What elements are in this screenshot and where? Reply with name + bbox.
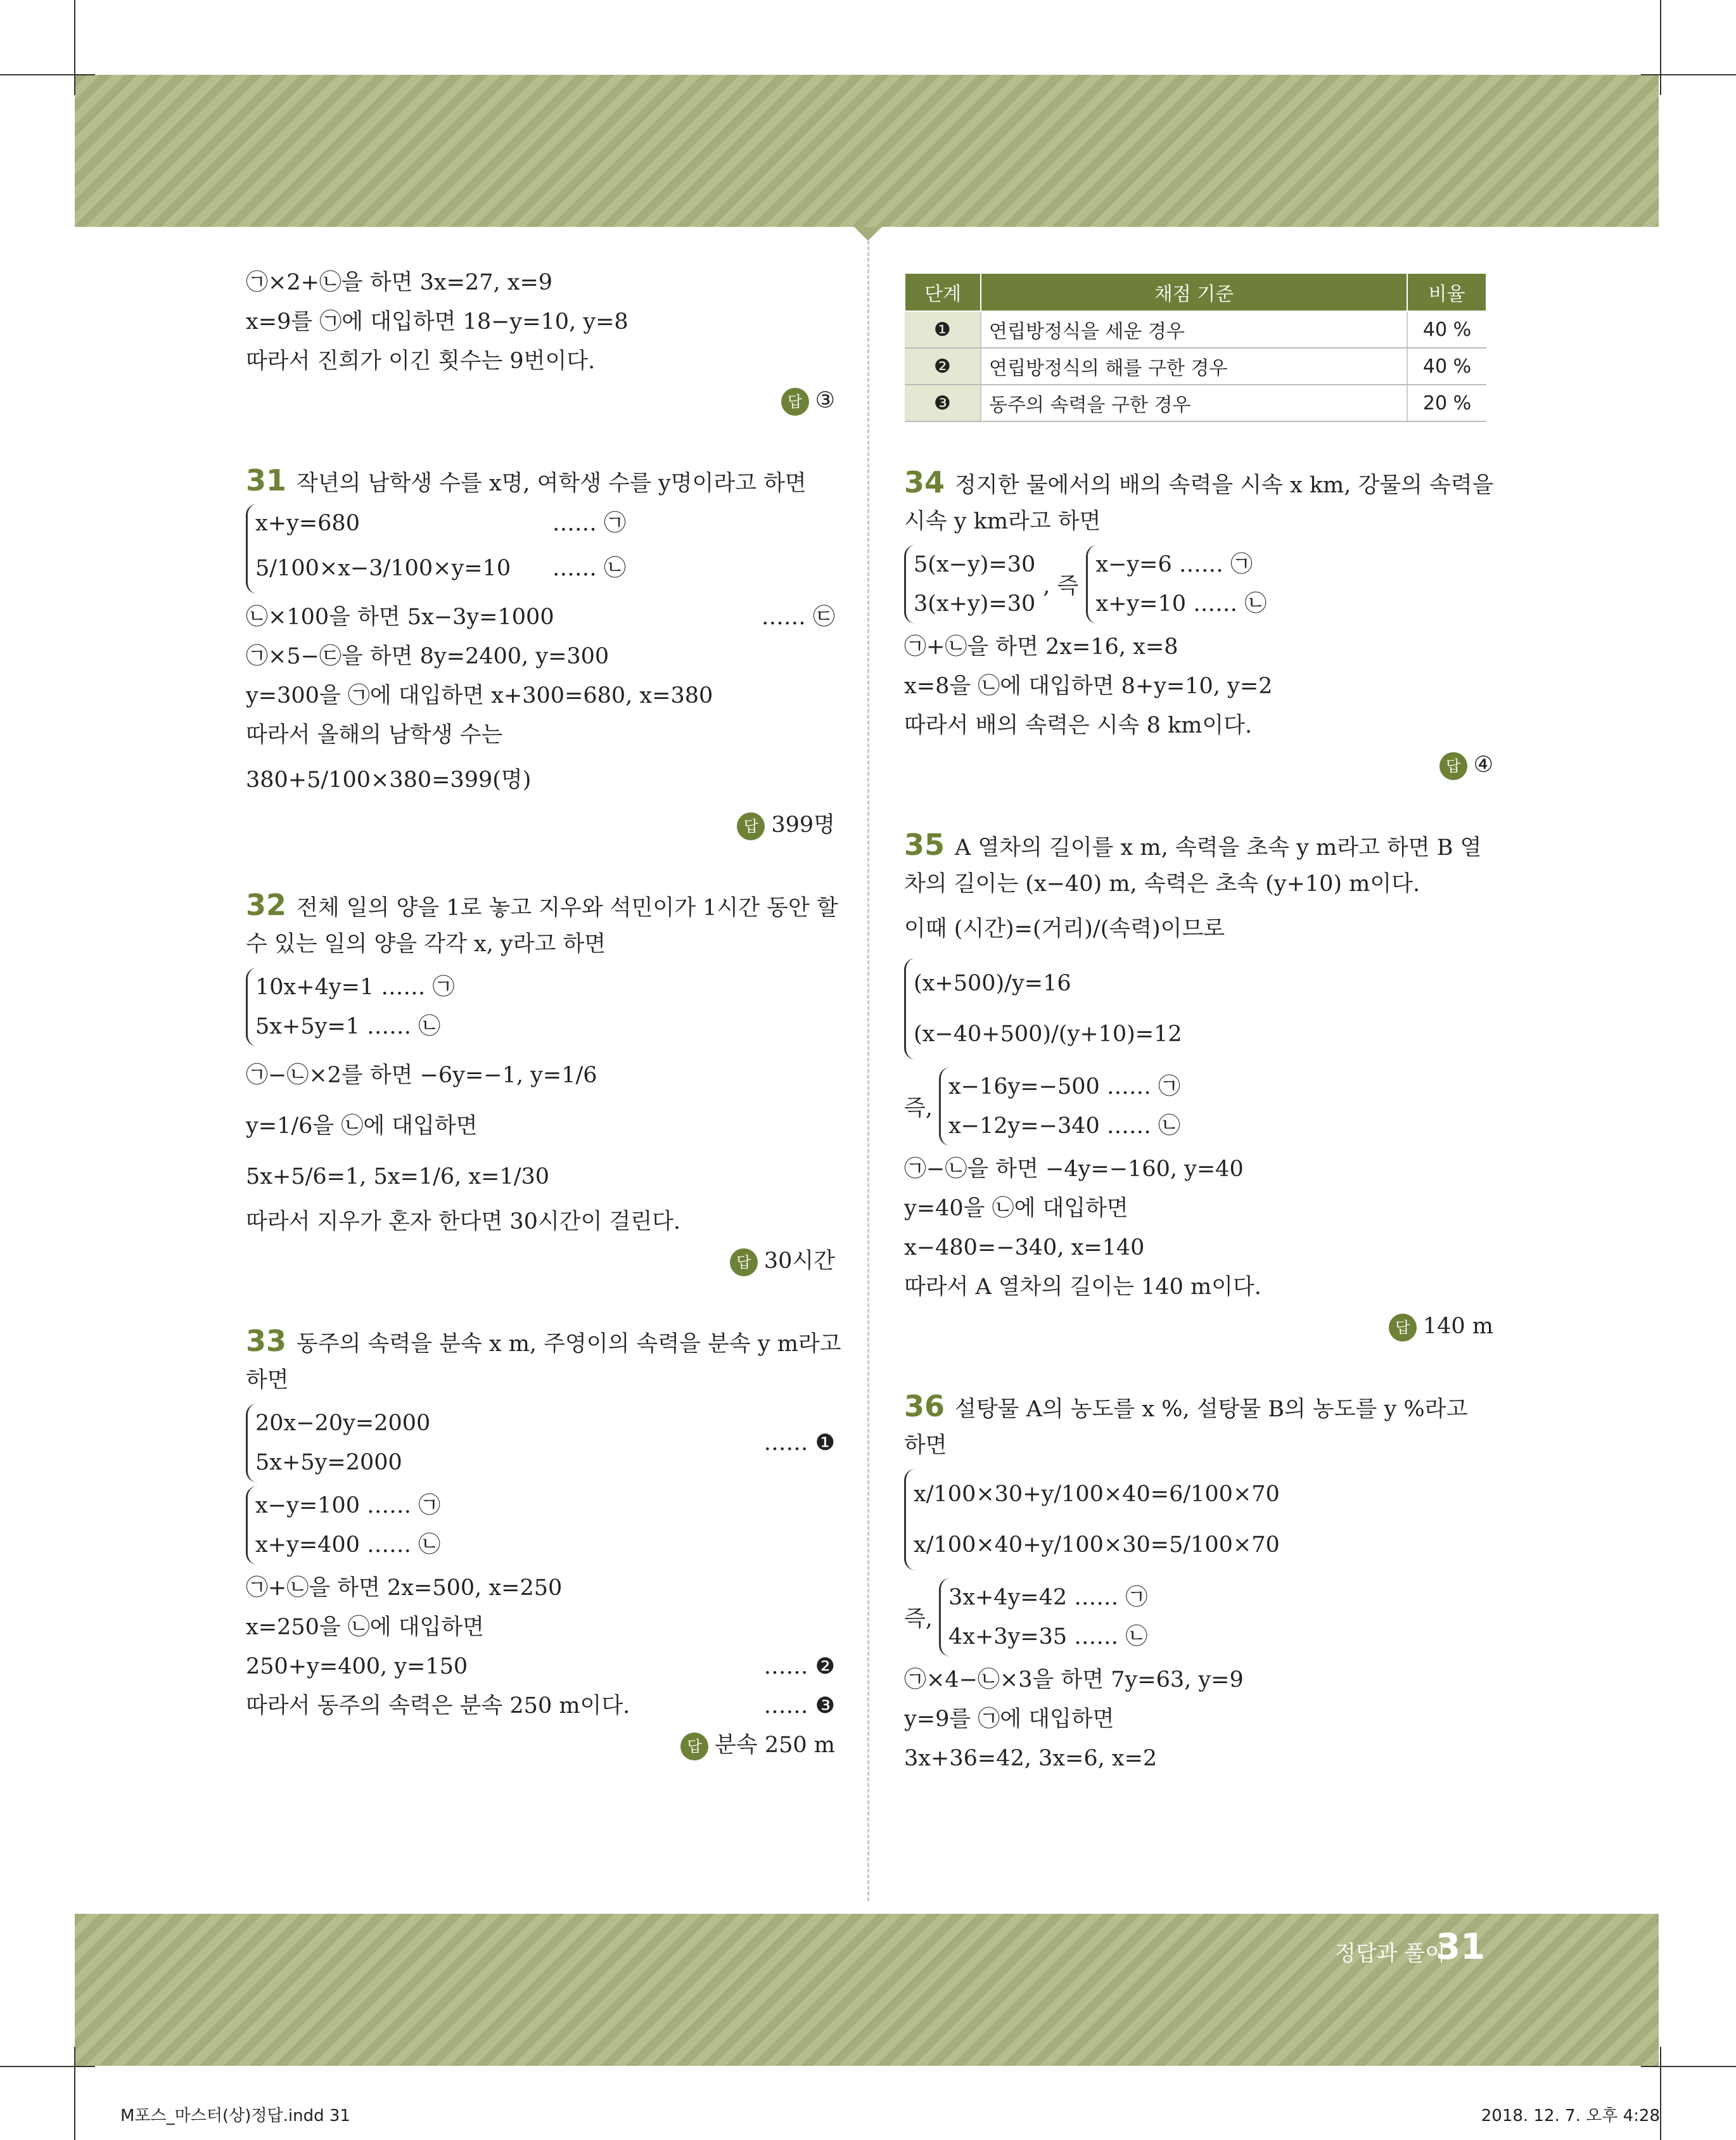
solution-line: x=250을 ㉡에 대입하면 xyxy=(246,1615,484,1640)
right-column xyxy=(904,463,1493,1778)
equation-system xyxy=(1086,545,1267,624)
equation: x−12y=−340 …… ㉡ xyxy=(948,1113,1181,1139)
problem-text: 정지한 물에서의 배의 속력을 시속 x km, 강물의 속력을 xyxy=(955,473,1494,498)
equation-marker: …… ❷ xyxy=(763,1654,835,1679)
table-cell: ❶ xyxy=(905,311,981,348)
problem-number: 31 xyxy=(246,463,287,497)
answer-badge: 답 xyxy=(1439,752,1467,780)
answer-line xyxy=(904,1307,1493,1346)
equation-system xyxy=(939,1578,1148,1656)
problem-header xyxy=(904,463,1493,502)
equation-system xyxy=(246,504,835,594)
solution-line: ㉠−㉡을 하면 −4y=−160, y=40 xyxy=(904,1156,1244,1182)
left-column xyxy=(246,263,841,1765)
solution-line: x=9를 ㉠에 대입하면 18−y=10, y=8 xyxy=(246,309,629,335)
table-header: 단계 xyxy=(905,273,981,311)
table-row xyxy=(905,311,1486,348)
table-row xyxy=(905,348,1486,385)
crop-mark xyxy=(74,0,75,95)
table-cell: 연립방정식의 해를 구한 경우 xyxy=(981,348,1407,385)
equation: x+y=400 …… ㉡ xyxy=(255,1532,441,1558)
equation-separator: 즉, xyxy=(904,1096,933,1121)
equation: 3x+4y=42 …… ㉠ xyxy=(948,1585,1148,1610)
solution-line: 따라서 배의 속력은 시속 8 km이다. xyxy=(904,713,1253,738)
equation-marker: …… ㉢ xyxy=(761,605,835,630)
equation-text: x+y=680 xyxy=(255,511,360,536)
equation-separator: , 즉 xyxy=(1043,573,1079,599)
footer-date: 2018. 12. 7. 오후 4:28 xyxy=(1481,2106,1660,2125)
problem-number: 36 xyxy=(904,1389,945,1423)
problem-text: 하면 xyxy=(904,1433,947,1458)
table-cell: ❸ xyxy=(905,385,981,421)
crop-mark xyxy=(1641,2066,1736,2067)
answer-value: 399명 xyxy=(771,812,835,838)
solution-text: ㉡×100을 하면 5x−3y=1000 xyxy=(246,605,554,630)
solution-line: 따라서 지우가 혼자 한다면 30시간이 걸린다. xyxy=(246,1209,681,1234)
equation-system xyxy=(904,958,1493,1060)
answer-line xyxy=(904,745,1493,785)
crop-mark xyxy=(0,2066,95,2067)
solution-line: ㉠−㉡×2를 하면 −6y=−1, y=1/6 xyxy=(246,1063,597,1088)
equation-system xyxy=(939,1067,1180,1146)
answer-line xyxy=(246,381,835,420)
solution-line: 따라서 진희가 이긴 횟수는 9번이다. xyxy=(246,349,596,374)
problem-number: 34 xyxy=(904,465,945,499)
solution-line: 따라서 A 열차의 길이는 140 m이다. xyxy=(904,1274,1261,1300)
answer-value: 30시간 xyxy=(763,1248,835,1274)
equation: x/100×30+y/100×40=6/100×70 xyxy=(914,1482,1280,1507)
equation: 4x+3y=35 …… ㉡ xyxy=(948,1624,1148,1650)
answer-badge: 답 xyxy=(737,812,765,840)
equation xyxy=(255,504,835,543)
header-band xyxy=(75,75,1659,227)
solution-text: 따라서 동주의 속력은 분속 250 m이다. xyxy=(246,1693,630,1719)
table-header-row xyxy=(905,273,1486,311)
solution-line: y=9를 ㉠에 대입하면 xyxy=(904,1707,1114,1732)
equation-marker: …… ㉡ xyxy=(552,556,626,581)
answer-value: ③ xyxy=(815,388,835,413)
equation-marker: …… ㉠ xyxy=(552,511,626,536)
table-cell: 동주의 속력을 구한 경우 xyxy=(981,385,1407,421)
solution-text: 250+y=400, y=150 xyxy=(246,1654,468,1679)
table-header: 비율 xyxy=(1407,273,1486,311)
equation: 10x+4y=1 …… ㉠ xyxy=(255,975,455,1000)
footer-file: M포스_마스터(상)정답.indd 31 xyxy=(120,2106,350,2125)
problem-number: 35 xyxy=(904,828,945,862)
table-header: 채점 기준 xyxy=(981,273,1407,311)
solution-line: ㉠+㉡을 하면 2x=16, x=8 xyxy=(904,634,1178,660)
table-cell: ❷ xyxy=(905,348,981,385)
answer-badge: 답 xyxy=(1389,1314,1417,1342)
header-notch xyxy=(854,227,882,241)
solution-line: 따라서 올해의 남학생 수는 xyxy=(246,722,503,748)
solution-line: y=40을 ㉡에 대입하면 xyxy=(904,1196,1128,1221)
answer-badge: 답 xyxy=(781,388,809,416)
solution-line: 3x+36=42, 3x=6, x=2 xyxy=(904,1746,1158,1771)
solution-line: x=8을 ㉡에 대입하면 8+y=10, y=2 xyxy=(904,674,1273,699)
solution-line: y=300을 ㉠에 대입하면 x+300=680, x=380 xyxy=(246,683,713,708)
solution-line xyxy=(246,598,835,637)
scoring-table xyxy=(904,272,1487,422)
page-number: 31 xyxy=(1436,1926,1485,1968)
equation: 5x+5y=1 …… ㉡ xyxy=(255,1014,441,1039)
equation: 5(x−y)=30 xyxy=(914,552,1036,577)
equation-system xyxy=(246,968,835,1046)
equation: (x−40+500)/(y+10)=12 xyxy=(914,1022,1182,1047)
answer-value: ④ xyxy=(1473,752,1493,778)
answer-value: 분속 250 m xyxy=(715,1733,835,1758)
equation-system xyxy=(246,1404,835,1482)
equation-text: 5/100×x−3/100×y=10 xyxy=(255,556,511,581)
solution-line: 380+5/100×380=399(명) xyxy=(246,767,532,793)
equation: (x+500)/y=16 xyxy=(914,971,1071,996)
answer-value: 140 m xyxy=(1422,1314,1493,1339)
table-cell: 연립방정식을 세운 경우 xyxy=(981,311,1407,348)
table-cell: 40 % xyxy=(1407,311,1486,348)
problem-header xyxy=(246,1321,841,1361)
answer-line xyxy=(246,1726,835,1765)
answer-badge: 답 xyxy=(680,1733,708,1760)
table-cell: 40 % xyxy=(1407,348,1486,385)
solution-line xyxy=(246,1686,835,1726)
solution-line: 5x+5/6=1, 5x=1/6, x=1/30 xyxy=(246,1164,550,1189)
problem-number: 33 xyxy=(246,1324,287,1358)
problem-text: A 열차의 길이를 x m, 속력을 초속 y m라고 하면 B 열 xyxy=(955,835,1482,861)
equation-system xyxy=(904,1469,1493,1570)
equation: 20x−20y=2000 xyxy=(255,1411,431,1436)
crop-mark xyxy=(0,74,95,75)
problem-header xyxy=(904,1387,1493,1426)
crop-mark xyxy=(1641,74,1736,75)
problem-text: 수 있는 일의 양을 각각 x, y라고 하면 xyxy=(246,932,606,957)
problem-text: 동주의 속력을 분속 x m, 주영이의 속력을 분속 y m라고 xyxy=(297,1331,841,1357)
crop-mark xyxy=(74,2047,75,2140)
problem-header xyxy=(246,461,835,500)
equation: x−y=6 …… ㉠ xyxy=(1095,552,1253,577)
column-divider xyxy=(867,241,869,1901)
solution-line: ㉠+㉡을 하면 2x=500, x=250 xyxy=(246,1575,563,1601)
solution-line: ㉠×4−㉡×3을 하면 7y=63, y=9 xyxy=(904,1667,1244,1693)
equation-group xyxy=(904,541,1493,627)
equation-marker: …… ❶ xyxy=(763,1430,835,1456)
problem-header xyxy=(246,885,838,925)
solution-line xyxy=(246,1647,835,1686)
solution-line: ㉠×5−㉢을 하면 8y=2400, y=300 xyxy=(246,644,610,669)
equation: x−y=100 …… ㉠ xyxy=(255,1493,441,1518)
problem-text: 하면 xyxy=(246,1368,289,1393)
table-row xyxy=(905,385,1486,421)
equation: 5x+5y=2000 xyxy=(255,1450,402,1475)
equation: x+y=10 …… ㉡ xyxy=(1095,591,1267,617)
equation: x/100×40+y/100×30=5/100×70 xyxy=(914,1532,1280,1558)
equation xyxy=(255,543,835,594)
equation-group xyxy=(904,1574,1493,1660)
problem-text: 차의 길이는 (x−40) m, 속력은 초속 (y+10) m이다. xyxy=(904,871,1420,897)
equation-system xyxy=(904,545,1035,624)
equation-separator: 즉, xyxy=(904,1606,933,1632)
problem-header xyxy=(904,825,1493,864)
equation-group xyxy=(904,1063,1493,1150)
equation-marker: …… ❸ xyxy=(763,1693,835,1719)
table-cell: 20 % xyxy=(1407,385,1486,421)
answer-line xyxy=(246,1241,835,1281)
crop-mark xyxy=(1660,0,1661,95)
answer-line xyxy=(246,805,835,845)
crop-mark xyxy=(1660,2047,1661,2140)
equation-system xyxy=(246,1486,835,1565)
problem-text: 전체 일의 양을 1로 놓고 지우와 석민이가 1시간 동안 할 xyxy=(297,895,838,921)
solution-line: ㉠×2+㉡을 하면 3x=27, x=9 xyxy=(246,270,553,295)
problem-text: 시속 y km라고 하면 xyxy=(904,509,1101,534)
equation: 3(x+y)=30 xyxy=(914,591,1036,617)
solution-line: y=1/6을 ㉡에 대입하면 xyxy=(246,1113,478,1139)
problem-text: 설탕물 A의 농도를 x %, 설탕물 B의 농도를 y %라고 xyxy=(955,1397,1468,1422)
problem-number: 32 xyxy=(246,888,287,922)
page-label: 정답과 풀이 xyxy=(1334,1941,1446,1966)
answer-badge: 답 xyxy=(730,1248,758,1276)
solution-line: x−480=−340, x=140 xyxy=(904,1235,1145,1260)
solution-line: 이때 (시간)=(거리)/(속력)이므로 xyxy=(904,916,1225,942)
equation: x−16y=−500 …… ㉠ xyxy=(948,1074,1181,1099)
problem-text: 작년의 남학생 수를 x명, 여학생 수를 y명이라고 하면 xyxy=(297,471,807,496)
